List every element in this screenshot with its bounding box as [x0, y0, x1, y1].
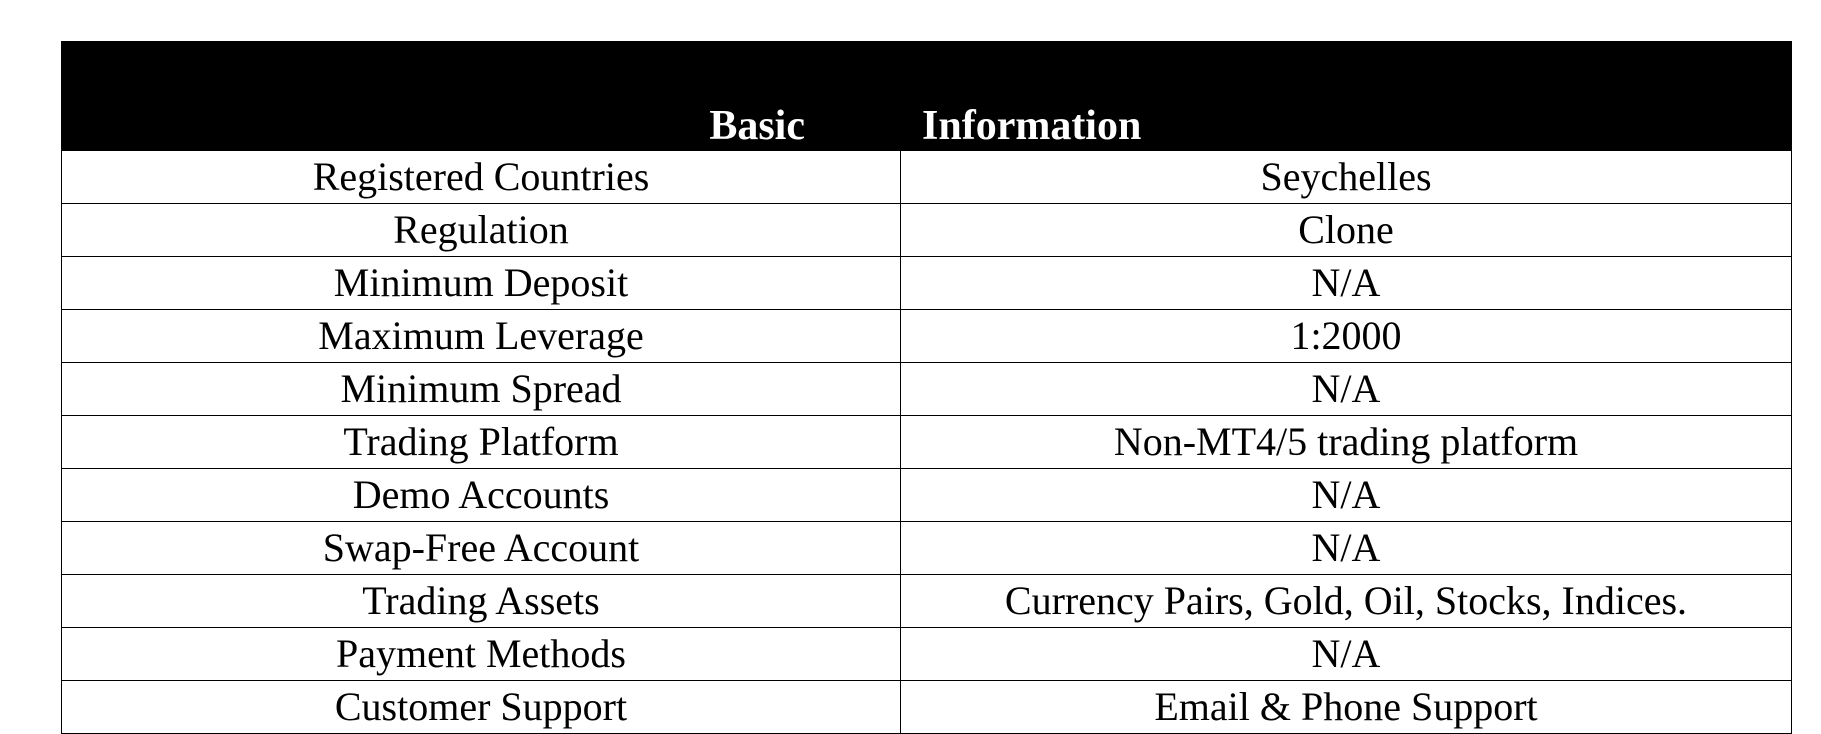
header-basic: Basic [62, 42, 901, 151]
row-label: Payment Methods [62, 628, 901, 681]
row-label: Minimum Deposit [62, 257, 901, 310]
row-value: Seychelles [901, 151, 1792, 204]
table-header-row [62, 42, 1792, 151]
row-value: Clone [901, 204, 1792, 257]
table-row [62, 257, 1792, 310]
row-label: Minimum Spread [62, 363, 901, 416]
row-label: Maximum Leverage [62, 310, 901, 363]
row-label: Customer Support [62, 681, 901, 734]
row-value: N/A [901, 469, 1792, 522]
table-row [62, 363, 1792, 416]
table-row [62, 469, 1792, 522]
row-label: Trading Platform [62, 416, 901, 469]
row-value: Non-MT4/5 trading platform [901, 416, 1792, 469]
table-row [62, 416, 1792, 469]
row-value: N/A [901, 628, 1792, 681]
row-value: N/A [901, 522, 1792, 575]
row-label: Registered Countries [62, 151, 901, 204]
table-row [62, 575, 1792, 628]
row-label: Trading Assets [62, 575, 901, 628]
row-value: N/A [901, 257, 1792, 310]
table-row [62, 628, 1792, 681]
table-row [62, 310, 1792, 363]
table-row [62, 681, 1792, 734]
basic-information-table [61, 41, 1792, 734]
row-value: 1:2000 [901, 310, 1792, 363]
row-value: N/A [901, 363, 1792, 416]
header-information: Information [901, 42, 1792, 151]
row-value: Email & Phone Support [901, 681, 1792, 734]
table-row [62, 151, 1792, 204]
row-value: Currency Pairs, Gold, Oil, Stocks, Indices. [901, 575, 1792, 628]
row-label: Regulation [62, 204, 901, 257]
row-label: Swap-Free Account [62, 522, 901, 575]
row-label: Demo Accounts [62, 469, 901, 522]
table-row [62, 204, 1792, 257]
table-row [62, 522, 1792, 575]
